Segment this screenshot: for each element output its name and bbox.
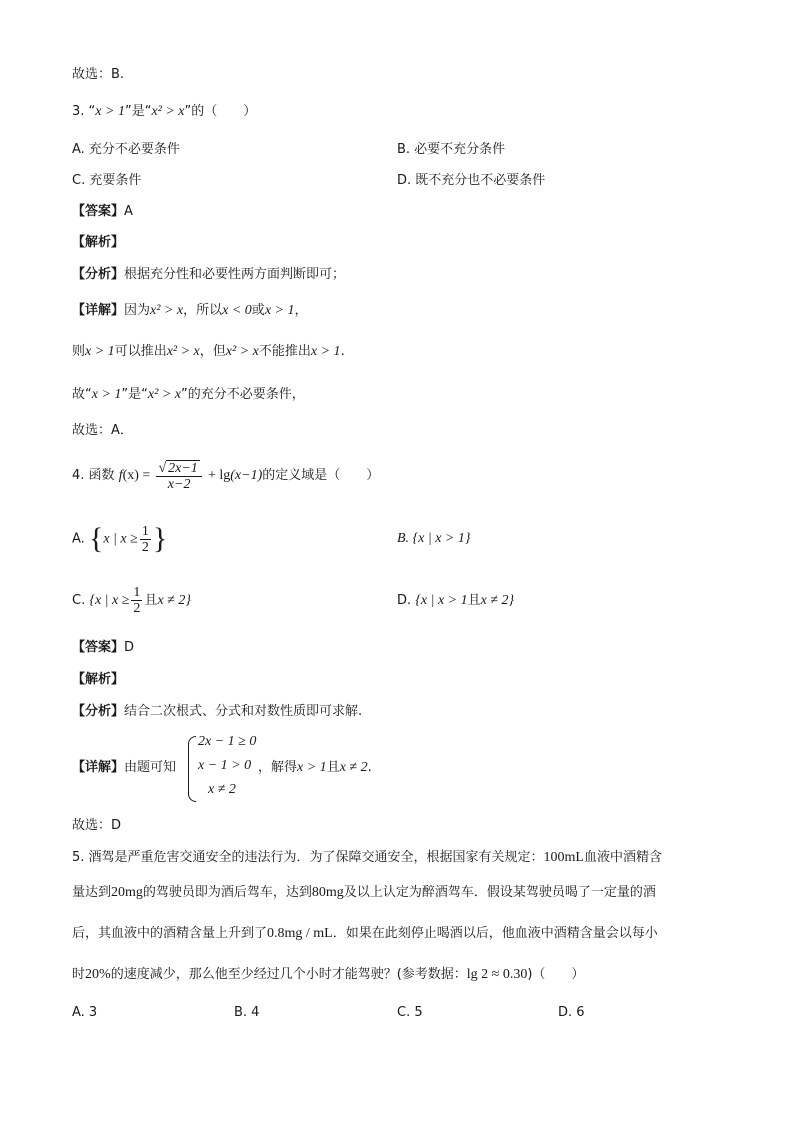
text: 后，其血液中的酒精含量上升到了 [72, 926, 268, 941]
math: x < 0 [222, 303, 252, 318]
text: 可以推出 [114, 344, 167, 359]
q3-option-c: C. 充要条件 [72, 173, 142, 188]
q3-stem [72, 103, 256, 121]
q4-stem-pre: 4. 函数 [72, 468, 115, 483]
q4-analysis-heading: 【解析】 [72, 672, 125, 687]
q3-answer-tag: 【答案】 [72, 204, 125, 219]
q4-option-d-set: {x | x > 1 [415, 593, 468, 608]
q4-fenxi-text: 结合二次根式、分式和对数性质即可求解. [124, 704, 363, 719]
math: x > 1 [85, 344, 115, 359]
text: )（ ） [527, 967, 585, 982]
q4-log: + lg [207, 468, 231, 483]
q4-fraction-denominator: x−2 [167, 476, 191, 492]
q5-line-1 [72, 849, 662, 867]
text: ”是“ [121, 387, 148, 402]
left-brace: { [88, 522, 104, 555]
q3-xiangjie-line3 [72, 386, 305, 404]
system-row-2: x − 1 > 0 [198, 758, 252, 773]
q4-option-c-label: C. [72, 593, 86, 608]
text: 不能推出 [258, 344, 311, 359]
q5-line-3 [72, 925, 658, 943]
math: 0.8mg / mL [267, 926, 333, 941]
denominator: 2 [141, 539, 149, 555]
q5-option-d: D. 6 [558, 1005, 585, 1020]
q3-fenxi [72, 266, 345, 284]
math: x² > x [166, 344, 200, 359]
math: x > 1 [297, 760, 327, 775]
system-row-3: x ≠ 2 [208, 782, 236, 797]
q3-option-d: D. 既不充分也不必要条件 [397, 173, 546, 188]
math: 80mg [311, 885, 344, 900]
text: ，所以 [183, 303, 223, 318]
right-brace: } [152, 522, 168, 555]
q4-function-arg: (x) = [122, 468, 151, 483]
q4-fraction-numerator: √ 2x−1 [156, 460, 201, 477]
q4-answer-tag: 【答案】 [72, 640, 125, 655]
q4-xiangjie-prefix [72, 759, 176, 777]
q3-answer-value: A [124, 204, 133, 219]
q5-option-b: B. 4 [234, 1005, 260, 1020]
text: 且 [326, 760, 340, 775]
q3-fenxi-text: 根据充分性和必要性两方面判断即可； [124, 267, 346, 282]
q4-answer-value: D [124, 640, 135, 655]
q3-xiangjie-line2 [72, 343, 345, 361]
text: 的速度减少，那么他至少经过几个小时才能驾驶？(参考数据： [110, 967, 467, 982]
math: x² > x [150, 303, 184, 318]
q4-option-d [397, 592, 514, 610]
q5-option-a: A. 3 [72, 1005, 98, 1020]
q3-stem-post: ”的（ ） [184, 104, 257, 119]
q4-xiangjie-text: 由题可知 [124, 760, 177, 775]
q4-option-d-and: 且 [467, 593, 481, 608]
q4-fenxi [72, 703, 362, 721]
math: 20mg [111, 885, 143, 900]
q4-option-b: B. {x | x > 1} [397, 531, 471, 546]
text: 及以上认定为醉酒驾车．假设某驾驶员喝了一定量的酒 [343, 885, 656, 900]
text: . [367, 760, 372, 775]
q3-condition-1: x > 1 [95, 104, 125, 119]
q4-radicand: 2x−1 [168, 460, 198, 476]
text: ”的充分不必要条件， [180, 387, 305, 402]
q3-option-a: A. 充分不必要条件 [72, 142, 180, 157]
q4-option-c-fraction [131, 585, 142, 616]
math: 20% [85, 967, 111, 982]
q4-answer [72, 639, 134, 657]
q4-function-name: f [118, 468, 123, 483]
text: . [340, 344, 345, 359]
q4-option-c-and: 且 [144, 593, 158, 608]
q4-conclusion: 故选：D [72, 818, 122, 833]
q3-stem-mid: ”是“ [124, 104, 152, 119]
text: 5. 酒驾是严重危害交通安全的违法行为．为了保障交通安全，根据国家有关规定： [72, 850, 544, 865]
text: 因为 [124, 303, 151, 318]
q3-xiangjie-tag: 【详解】 [72, 303, 125, 318]
math: x > 1 [310, 344, 341, 359]
q4-option-d-label: D. [397, 593, 412, 608]
denominator: 2 [133, 601, 141, 616]
q4-stem [72, 458, 379, 494]
q5-line-2 [72, 884, 656, 902]
numerator: 1 [133, 585, 141, 600]
q4-log-arg: (x−1) [230, 468, 263, 483]
text: 血液中酒精含 [584, 850, 663, 865]
system-brace [188, 736, 196, 802]
q4-option-a-fraction [140, 524, 151, 555]
q4-fenxi-tag: 【分析】 [72, 704, 125, 719]
q4-option-a [72, 521, 167, 558]
math: lg 2 ≈ 0.30 [466, 967, 528, 982]
q3-stem-pre: 3. “ [72, 104, 96, 119]
text: 或 [251, 303, 265, 318]
math: 100mL [543, 850, 584, 865]
text: 量达到 [72, 885, 112, 900]
q4-option-c [72, 583, 191, 619]
q3-option-b: B. 必要不充分条件 [397, 142, 506, 157]
text: ．如果在此刻停止喝酒以后，他血液中酒精含量会以每小 [332, 926, 658, 941]
q3-condition-2: x² > x [151, 104, 185, 119]
q4-stem-post: 的定义域是（ ） [262, 468, 380, 483]
q4-option-c-tail: x ≠ 2} [157, 593, 191, 608]
q3-fenxi-tag: 【分析】 [72, 267, 125, 282]
q4-fraction [156, 460, 201, 492]
q3-conclusion: 故选：A． [72, 423, 133, 438]
text: 故“ [72, 387, 92, 402]
text: ， [294, 303, 308, 318]
system-row-1: 2x − 1 ≥ 0 [198, 734, 257, 749]
math: x² > x [147, 387, 181, 402]
text: ，解得 [258, 760, 298, 775]
math: x > 1 [264, 303, 295, 318]
q4-option-a-set: x | x ≥ [103, 531, 138, 547]
numerator: 1 [141, 523, 149, 539]
text: 的驾驶员即为酒后驾车，达到 [142, 885, 312, 900]
q3-analysis-heading: 【解析】 [72, 235, 125, 250]
math: x² > x [225, 344, 259, 359]
q4-option-a-label: A. [72, 531, 85, 547]
q2-conclusion: 故选：B. [72, 67, 125, 82]
q5-option-c: C. 5 [397, 1005, 423, 1020]
text: 则 [72, 344, 86, 359]
q5-line-4 [72, 966, 584, 984]
q4-xiangjie-tag: 【详解】 [72, 760, 125, 775]
text: 时 [72, 967, 86, 982]
math: x ≠ 2 [339, 760, 368, 775]
q3-answer [72, 203, 133, 221]
q4-option-d-tail: x ≠ 2} [480, 593, 515, 608]
q4-xiangjie-result [258, 759, 372, 777]
q4-option-c-set: {x | x ≥ [89, 593, 130, 608]
q3-xiangjie-line1 [72, 302, 308, 320]
text: ，但 [199, 344, 226, 359]
math: x > 1 [91, 387, 122, 402]
